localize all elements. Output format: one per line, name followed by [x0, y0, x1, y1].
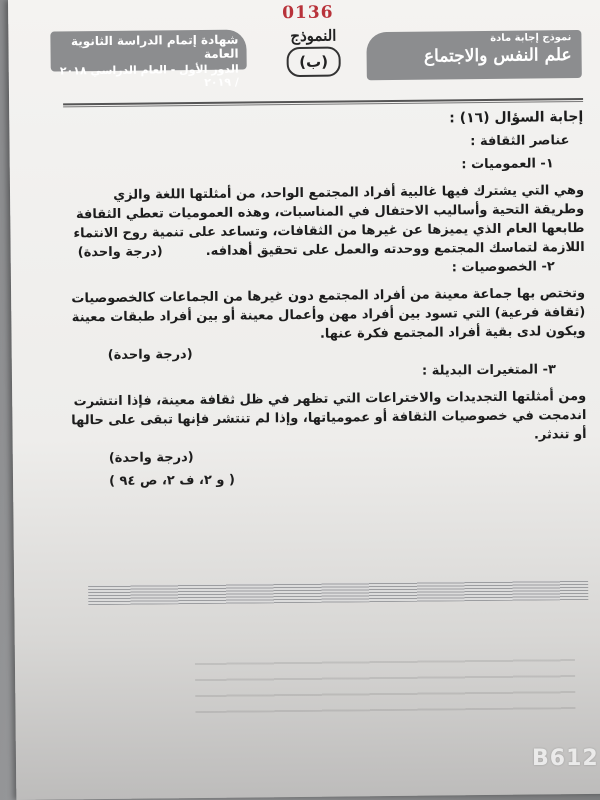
- item-heading: ٢- الخصوصيات :: [451, 259, 555, 276]
- item-text-line: طابعها العام الذي يميزها عن غيرها من الثقافات، وتساعد على تنمية روح الانتماء: [73, 220, 585, 242]
- end-of-answer-band: [88, 580, 588, 605]
- model-box: [278, 26, 349, 77]
- certificate-title: شهادة إتمام الدراسة الثانوية العامة: [70, 32, 239, 61]
- item-specialities: [73, 257, 586, 365]
- exam-session: الدور الأول - العام الدراسي ٢٠١٨ / ٢٠١٩: [59, 62, 239, 89]
- grade-label: (درجة واحدة): [108, 450, 194, 466]
- item-text-line: وهي التي يشترك فيها غالبية أفراد المجتمع الواحد، من أمثلتها اللغة والزي: [113, 182, 585, 203]
- grade-label: (درجة واحدة): [77, 244, 163, 261]
- item-text-line: وتختص بها جماعة معينة من أفراد المجتمع دون غيرها من الجماعات كالخصوصيات: [71, 285, 586, 307]
- item-text-line: وطريقة التحية وأساليب الاحتفال في المناسبات، وهذه العموميات تعطي الثقافة: [75, 201, 585, 223]
- item-text-line: ومن أمثلتها التجديدات والاختراعات التي تظهر في ظل ثقافة معينة، فإذا انتشرت: [73, 388, 587, 410]
- model-badge: (ب): [287, 47, 341, 78]
- show-through-text: [195, 649, 576, 713]
- answer-body: [71, 108, 587, 491]
- answer-sheet: [8, 0, 600, 800]
- intro-line: عناصر الثقافة :: [470, 133, 570, 150]
- question-heading: إجابة السؤال (١٦) :: [449, 108, 584, 127]
- exam-info-banner: [50, 30, 246, 89]
- subject-banner: [366, 30, 581, 80]
- answer-model-caption: نموذج إجابة مادة: [490, 32, 572, 44]
- item-text-line: اللازمة لتماسك المجتمع ووحدته والعمل على تحقيق أهدافه.: [205, 239, 585, 259]
- item-generalities: [72, 154, 585, 262]
- item-heading: ٣- المتغيرات البديلة :: [421, 362, 556, 379]
- item-heading: ١- العموميات :: [461, 156, 554, 173]
- item-text-line: ويكون لدى بقية أفراد المجتمع فكرة عنها.: [319, 323, 586, 342]
- item-text-line: اندمجت في خصوصيات الثقافة أو عمومياتها، وإذا لم تنتشر فإنها تبقى على حالها: [71, 407, 587, 429]
- serial-number: 0136: [282, 2, 334, 24]
- grade-label: (درجة واحدة): [107, 347, 193, 363]
- camera-watermark: B612: [532, 746, 599, 771]
- model-label: النموذج: [290, 26, 337, 46]
- item-alternatives: [71, 360, 587, 468]
- item-text-line: (ثقافة فرعية) التي تسود بين أفراد مهن وأعمال معينة أو بين أفراد طبقات معينة: [71, 304, 586, 326]
- textbook-reference: ( و ٢، ف ٢، ص ٩٤ ): [108, 472, 235, 489]
- subject-title: علم النفس والاجتماع: [423, 45, 572, 67]
- item-text-line: أو تندثر.: [533, 426, 587, 443]
